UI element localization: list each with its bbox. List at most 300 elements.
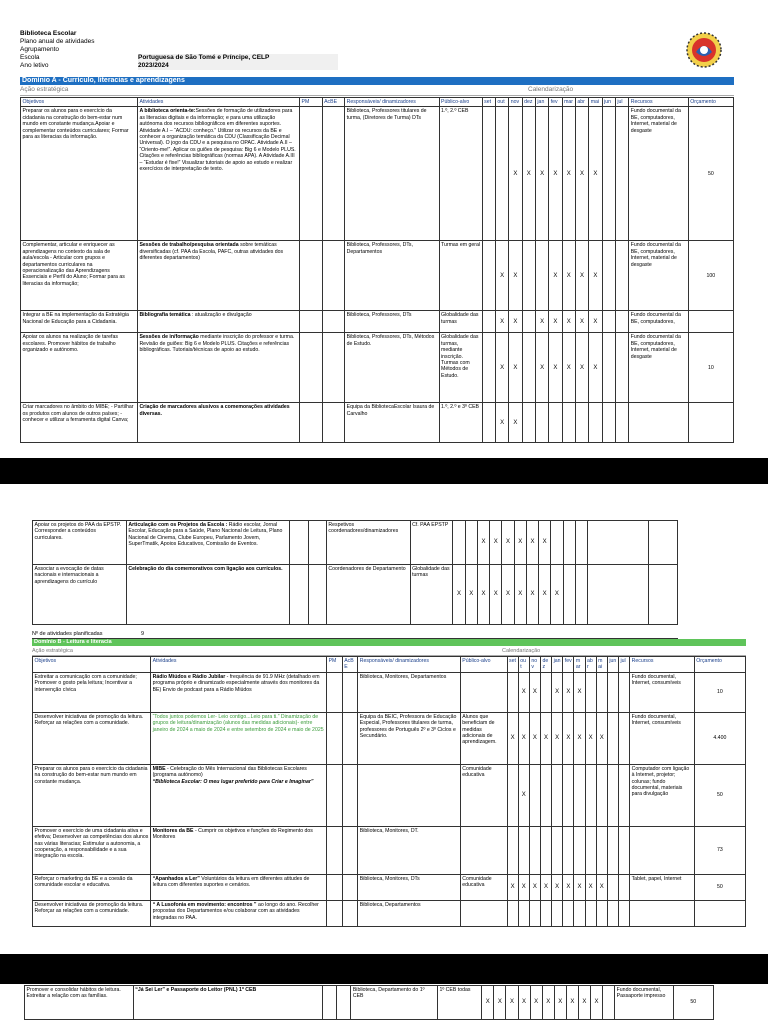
calendar-mark [562,403,575,443]
header-title: Biblioteca Escolar [20,30,77,37]
acao-label-b: Ação estratégica [32,648,73,654]
calendar-mark [596,900,607,926]
orcamento-cell [649,521,678,565]
table-row [33,826,746,874]
acbe-cell [337,986,351,1020]
publico-cell: 1.º, 2.º e 3º CEB [439,403,482,443]
page-separator [0,458,768,484]
column-header: Objetivos [33,657,151,673]
table-row [33,900,746,926]
table-row [21,241,734,311]
column-header: jul [615,98,628,107]
column-header: mar [574,657,585,673]
column-header: Responsáveis/ dinamizadores [358,657,460,673]
calendar-mark [602,241,615,311]
recursos-cell: Fundo documental da BE, computadores, Internet, material de desgaste [629,333,689,403]
activity-title: MIBE [152,765,166,772]
column-header: out [495,98,508,107]
publico-cell: Comunidade educativa [460,874,507,900]
activity-text: Rádio escolar, Jornal Escolar, Educação para a Saúde, Plano Nacional de Leitura, Plano Nacional de Cinema, Clube Europeu, Parlamento Jovem, SuperTmatik, Apoios Educativos, Comissão de Eventos. [128,522,283,548]
acbe-cell [342,874,358,900]
ano-value: 2023/2024 [138,62,169,69]
orcamento-cell: 73 [694,826,745,874]
calendar-mark [607,672,618,712]
pm-cell [300,311,323,333]
calendar-mark: X [574,874,585,900]
acbe-cell [308,565,326,625]
calendar-label-b: Calendarização [502,648,541,654]
column-header: Atividades [137,98,299,107]
document-page-3 [0,984,768,1024]
publico-cell [460,672,507,712]
calendar-mark [465,521,477,565]
calendar-mark [563,521,575,565]
activity-text: Sessões de formação de utilizadores para as literacias digitais e da informação; e para uma utilização autónoma dos recursos bibliográficos em diferentes suportes. Atividade A.I – “ACDU: conheço.” Utilizar os recursos da BE e conhecer a organização temática da CDU (Classificação Decimal Universal). O jogo da CDU e a pesquisa no OPAC. Atividade A.II – “Oriento-me!”. Aplicar os guiões de pesquisa: Big 6 e Modelo PLUS. Citações e referências bibliográficas (normas APA). A Atividade A.III – “Estudar é fixe!” Visualizar tutoriais de apoio ao estudo e realizar exercícios de interpretação de texto. [139,108,296,173]
orcamento-cell: 50 [688,107,733,241]
pm-cell [323,986,337,1020]
calendar-mark: X [575,311,588,333]
calendar-mark [482,403,495,443]
activity-cell [151,712,327,764]
calendar-mark: X [494,986,506,1020]
objective-cell: Desenvolver iniciativas de promoção da leitura. Reforçar as relações com a comunidade. [33,712,151,764]
calendar-mark [602,107,615,241]
acbe-cell [342,900,358,926]
publico-cell: Cf. PAA EPSTP [410,521,453,565]
calendar-mark [607,900,618,926]
activity-cell [126,565,289,625]
domain-a-title: Domínio A - Currículo, literacias e aprendizagens [20,77,734,85]
responsaveis-cell: Equipa da BibliotecaEscolar Isaura de Carvalho [345,403,439,443]
responsaveis-cell: Biblioteca, Departamento do 1º CEB [351,986,438,1020]
column-header: jan [535,98,548,107]
calendar-mark [518,826,529,874]
table-row [33,672,746,712]
calendar-mark [589,403,602,443]
calendar-mark: X [526,521,538,565]
pm-cell [300,107,323,241]
calendar-mark: X [495,403,508,443]
column-header: dez [522,98,535,107]
responsaveis-cell: Equipa da BEIC, Professora de Educação Especial, Professores titulares de turma, professores de Português 2º e 3º Ciclos e Secundário. [358,712,460,764]
column-header: abr [585,657,596,673]
library-logo-icon [684,30,724,70]
calendar-mark: X [502,565,514,625]
calendar-mark: X [507,712,518,764]
responsaveis-cell: Biblioteca, Professores, DTs, Métodos de Estudo. [345,333,439,403]
calendar-mark [522,241,535,311]
num-atividades-row [32,630,678,639]
table-row [21,311,734,333]
calendar-mark: X [514,521,526,565]
calendar-mark [563,565,575,625]
calendar-mark: X [552,874,563,900]
acbe-cell [342,764,358,826]
publico-cell: Globalidade das turmas, mediante inscrição. Turmas com Métodos de Estudo. [439,333,482,403]
activity-text: - Cumprir os objetivos e funções do Regimento dos Monitores [152,827,313,841]
calendar-mark: X [562,107,575,241]
acbe-cell [308,521,326,565]
calendar-mark: X [526,565,538,625]
recursos-cell: Tablet, papel, Internet [630,874,695,900]
calendar-mark [540,764,551,826]
calendar-mark: X [552,712,563,764]
calendar-mark: X [589,333,602,403]
activity-cell [151,764,327,826]
calendar-mark: X [549,241,562,311]
pm-cell [327,764,343,826]
calendar-mark [529,900,540,926]
calendar-mark: X [518,712,529,764]
calendar-mark: X [535,311,548,333]
calendar-mark: X [566,986,578,1020]
activity-cell [133,986,322,1020]
objective-cell: Estreitar a comunicação com a comunidade; Promover o gosto pela leitura; Incentivar a intervenção cívica [33,672,151,712]
objective-cell: Apoiar os alunos na realização de tarefas escolares. Promover hábitos de trabalho organizado e autónomo. [21,333,138,403]
activity-text: - Celebração do Mês Internacional das Bibliotecas Escolares (programa autónomo) [152,765,307,779]
calendar-mark [585,900,596,926]
objective-cell: Criar marcadores no âmbito do MIBE; - Partilhar os produtos com alunos de outros países; - conhecer e utilizar a ferramenta digital Canva; [21,403,138,443]
activity-cell [151,874,327,900]
escola-value: Portuguesa de São Tomé e Príncipe, CELP [138,54,270,61]
activity-text: - frequência de 91.9 MHz (detalhado em programa próprio e dinamizado especialmente através dos monitores da BE) Envio de podcast para a Rádio Miúdos [152,673,320,693]
calendar-mark [453,521,465,565]
activity-cell [137,241,299,311]
calendar-mark [602,403,615,443]
calendar-mark: X [551,565,563,625]
recursos-cell: Fundo documental da BE, computadores, Internet, material de desgaste [629,107,689,241]
orcamento-cell [688,403,733,443]
calendar-mark [618,672,629,712]
table-row [33,764,746,826]
recursos-cell: Fundo documental da BE, computadores, Internet, material de desgaste [629,241,689,311]
calendar-mark: X [578,986,590,1020]
table-row [25,986,714,1020]
calendar-mark: X [589,311,602,333]
header-agrupamento: Agrupamento [20,46,60,53]
orcamento-cell: 50 [694,764,745,826]
calendar-mark: X [535,107,548,241]
calendar-mark: X [574,712,585,764]
column-header: nov [529,657,540,673]
calendar-mark [618,764,629,826]
calendar-mark: X [490,565,502,625]
document-page-2 [0,484,768,954]
calendar-mark [615,311,628,333]
calendar-mark: X [453,565,465,625]
calendar-mark [618,874,629,900]
calendar-mark [552,764,563,826]
calendar-mark: X [563,874,574,900]
calendar-mark [552,900,563,926]
calendar-mark [618,712,629,764]
recursos-cell [629,403,689,443]
publico-cell: 1.º, 2.º CEB [439,107,482,241]
objective-cell: Promover e consolidar hábitos de leitura. Estreitar a relação com as famílias. [25,986,134,1020]
calendar-mark: X [509,403,522,443]
acbe-cell [322,107,345,241]
publico-cell: Turmas em geral [439,241,482,311]
calendar-mark [540,900,551,926]
table-header-row [33,657,746,673]
pm-cell [290,521,308,565]
objective-cell: Preparar os alunos para o exercício da cidadania na construção do bem-estar num mundo em constante mudança. [33,764,151,826]
calendar-mark [529,826,540,874]
column-header: Responsáveis/ dinamizadores [345,98,439,107]
column-header: set [507,657,518,673]
publico-cell: Comunidade educativa [460,764,507,826]
activity-title: “Apanhados a Ler” [152,875,200,882]
calendar-mark: X [574,672,585,712]
objective-cell: Apoiar os projetos do PAA da EPSTP. Corresponder a conteúdos curriculares. [33,521,127,565]
activity-cell [137,333,299,403]
activity-title: “ A Lusofonia em movimento: encontros ” [152,901,257,908]
activity-cell [137,311,299,333]
pm-cell [290,565,308,625]
calendar-mark: X [509,241,522,311]
column-header: jun [607,657,618,673]
orcamento-cell: 100 [688,241,733,311]
recursos-cell [588,565,649,625]
orcamento-cell: 10 [688,333,733,403]
calendar-mark [585,764,596,826]
column-header: jan [552,657,563,673]
calendar-mark [482,311,495,333]
orcamento-cell [688,311,733,333]
table-row [33,712,746,764]
column-header: Recursos [630,657,695,673]
activity-title: Articulação com os Projetos da Escola : [128,522,228,528]
calendar-mark: X [575,241,588,311]
calendar-mark: X [495,241,508,311]
calendar-mark: X [509,333,522,403]
responsaveis-cell: Biblioteca, Monitores, DTs [358,874,460,900]
pm-cell [300,241,323,311]
activity-title: Rádio Miúdos e Rádio Jubilar [152,673,226,680]
calendar-mark [540,826,551,874]
orcamento-cell: 4.400 [694,712,745,764]
calendar-mark: X [540,874,551,900]
column-header: Público-alvo [439,98,482,107]
calendar-mark [535,241,548,311]
calendar-mark [507,900,518,926]
activity-text: mediante inscrição do professor e turma. Revisão de guiões: Big 6 e Modelo PLUS. Citações e referências bibliográficas. Tutoriais/técnicas de apoio ao estudo. [139,334,295,354]
acao-label: Ação estratégica [20,86,69,93]
column-header: abr [575,98,588,107]
acbe-cell [322,403,345,443]
calendar-mark [563,826,574,874]
calendar-mark: X [575,333,588,403]
calendar-mark: X [507,874,518,900]
calendar-mark [615,107,628,241]
calendar-mark [518,900,529,926]
column-header: dez [540,657,551,673]
column-header: Orçamento [688,98,733,107]
responsaveis-cell: Biblioteca, Professores titulares de turma, (Diretores de Turma) DTs [345,107,439,241]
calendar-mark: X [482,986,494,1020]
calendar-mark: X [589,107,602,241]
calendar-mark [549,403,562,443]
calendar-mark: X [465,565,477,625]
responsaveis-cell: Respetivos coordenadores/dinamizadores [326,521,410,565]
activity-cell [126,521,289,565]
orcamento-cell: 10 [694,672,745,712]
domain-b-acao [32,647,746,656]
calendar-mark [607,712,618,764]
objective-cell: Complementar, articular e enriquecer as aprendizagens no contexto da sala de aula/escola - Articular com grupos e departamentos curriculares na operacionalização das Aprendizagens Essenciais e Perfil do Aluno; Formar para as literacias da informação; [21,241,138,311]
escola-label: Escola [20,54,40,61]
table-row [21,333,734,403]
calendar-mark: X [477,565,489,625]
domain-b-title: Domínio B - Leitura e literacia [32,639,746,646]
calendar-mark: X [522,107,535,241]
publico-cell [460,826,507,874]
ano-label: Ano letivo [20,62,49,69]
calendar-mark: X [542,986,554,1020]
page-gap [0,450,768,458]
pm-cell [327,874,343,900]
pm-cell [327,712,343,764]
calendar-mark: X [596,712,607,764]
domain-a-continued-table [32,520,678,625]
calendar-mark [607,874,618,900]
calendar-mark [575,521,587,565]
column-header: AcBE [322,98,345,107]
activity-title: A biblioteca orienta-te: [139,108,196,115]
column-header: mai [589,98,602,107]
acbe-cell [322,241,345,311]
activity-highlight: “Todos juntos podemos Ler- Leio contigo...Leio para ti.” Dinamização de grupos de leitura/dinamização (alunos das medidas adicionais)- entre janeiro de 2024 a maio de 2024 e entre setembro de 2024 e maio de 2025 [152,713,324,733]
calendar-mark [585,672,596,712]
calendar-mark: X [529,672,540,712]
calendar-mark [574,764,585,826]
calendar-mark: X [563,672,574,712]
table-row [33,521,678,565]
recursos-cell: Fundo documental, Internet, consumíveis [630,712,695,764]
calendar-mark [602,333,615,403]
domain-b-continued-table [24,985,714,1020]
calendar-mark [575,565,587,625]
acbe-cell [322,333,345,403]
calendar-mark: X [549,333,562,403]
column-header: PM [327,657,343,673]
activity-cell [151,672,327,712]
calendar-mark [482,241,495,311]
calendar-mark: X [549,311,562,333]
calendar-mark [574,826,585,874]
activity-title: Celebração do dia comemorativos com ligação aos currículos. [128,566,283,572]
column-header: fev [549,98,562,107]
activity-subtitle: “Biblioteca Escolar: O meu lugar preferido para Criar e Imaginar” [152,778,314,785]
calendar-mark: X [518,986,530,1020]
acbe-cell [342,672,358,712]
responsaveis-cell: Biblioteca, Departamentos [358,900,460,926]
calendar-mark [482,107,495,241]
plan-header [20,30,94,70]
calendar-mark [615,241,628,311]
header-values [138,54,338,70]
calendar-mark [482,333,495,403]
calendar-mark: X [549,107,562,241]
calendar-mark: X [502,521,514,565]
column-header: Orçamento [694,657,745,673]
recursos-cell: Fundo documental da BE, computadores, [629,311,689,333]
recursos-cell [588,521,649,565]
objective-cell: Promover o exercício de uma cidadania ativa e efetiva; Desenvolver as competências dos alunos nas várias literacias; Estimular a autonomia, a cooperação, a responsabilidade e a sua integração na escola. [33,826,151,874]
recursos-cell [630,900,695,926]
calendar-mark: X [562,241,575,311]
activity-title: Sessões de in/formação [139,334,199,341]
responsaveis-cell: Biblioteca, Monitores, DT. [358,826,460,874]
calendar-mark: X [562,311,575,333]
column-header: jul [618,657,629,673]
table-row [21,403,734,443]
domain-a-acao [20,86,734,96]
calendar-mark: X [589,241,602,311]
activity-text: ao longo do ano. Recolher propostas dos Departamentos e/ou colaborar com as atividades integradas no PAA. [152,901,319,921]
table-row [33,874,746,900]
calendar-mark: X [585,712,596,764]
pm-cell [327,826,343,874]
calendar-mark: X [477,521,489,565]
calendar-mark [563,900,574,926]
calendar-mark [615,333,628,403]
num-atividades-label: Nº de atividades planificadas [32,631,103,637]
header-plano: Plano anual de atividades [20,38,95,45]
calendar-mark: X [535,333,548,403]
calendar-mark: X [596,874,607,900]
calendar-label: Calendarização [528,86,574,93]
calendar-mark: X [518,874,529,900]
publico-cell: Globalidade das turmas [439,311,482,333]
calendar-mark [551,521,563,565]
calendar-mark: X [563,712,574,764]
calendar-mark: X [590,986,602,1020]
document-page-1 [0,0,768,450]
header-ano [20,62,94,70]
column-header: mai [596,657,607,673]
calendar-mark [522,403,535,443]
orcamento-cell [649,565,678,625]
calendar-mark: X [585,874,596,900]
calendar-mark: X [562,333,575,403]
calendar-mark [552,826,563,874]
calendar-mark: X [539,565,551,625]
calendar-mark: X [490,521,502,565]
pm-cell [300,403,323,443]
column-header: set [482,98,495,107]
publico-cell [460,900,507,926]
calendar-mark: X [509,107,522,241]
activity-title: Criação de marcadores alusivos a comemorações atividades diversas. [139,404,290,417]
calendar-mark: X [518,764,529,826]
acbe-cell [322,311,345,333]
column-header: jun [602,98,615,107]
calendar-mark: X [495,333,508,403]
calendar-mark: X [529,712,540,764]
column-header: out [518,657,529,673]
activity-text: sobre temáticas diversificadas (cf. PAA da Escola, PAFC, outras atividades dos diferentes departamentos) [139,242,284,262]
calendar-mark [529,764,540,826]
activity-title: Sessões de trabalho/pesquisa orientada [139,242,239,249]
table-header-row [21,98,734,107]
calendar-mark: X [552,672,563,712]
column-header: PM [300,98,323,107]
calendar-mark: X [575,107,588,241]
calendar-mark: X [518,672,529,712]
column-header: AcBE [342,657,358,673]
calendar-mark [618,826,629,874]
